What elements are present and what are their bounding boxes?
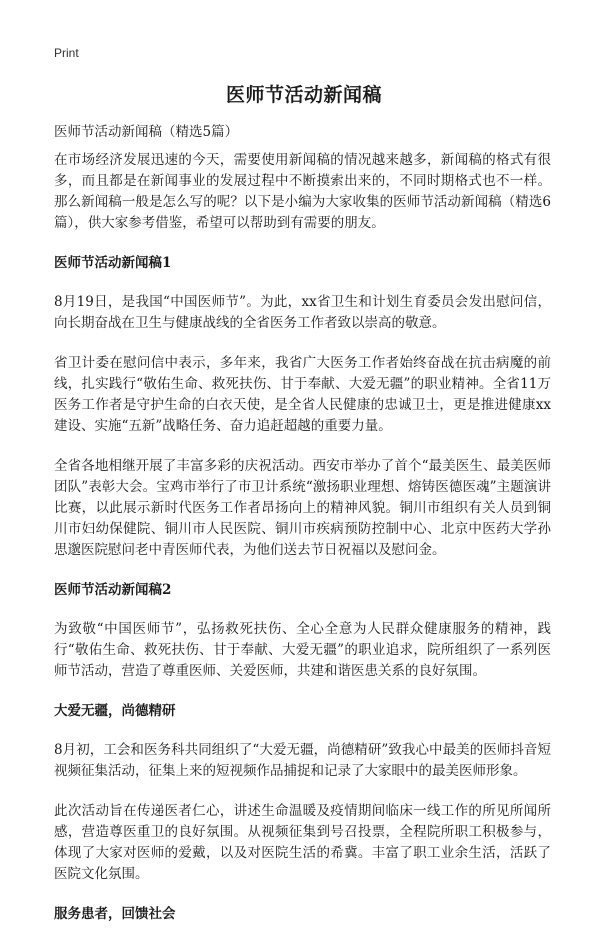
intro-paragraph: 在市场经济发展迅速的今天，需要使用新闻稿的情况越来越多，新闻稿的格式有很多，而且都是在新闻事业的发展过程中不断摸索出来的，不同时期格式也不一样。那么新闻稿一般是怎么写的呢？以下是小编为大家收集的医师节活动新闻稿（精选6篇），供大家参考借鉴，希望可以帮助到有需要的朋友。 bbox=[54, 152, 551, 231]
section-heading: 大爱无疆，尚德精研 bbox=[54, 703, 176, 719]
paragraph: 8月初，工会和医务科共同组织了“大爱无疆，尚德精研”致我心中最美的医师抖音短视频征集活动，征集上来的短视频作品捕捉和记录了大家眼中的最美医师形象。 bbox=[54, 742, 551, 779]
print-link[interactable]: Print bbox=[54, 46, 79, 60]
section-news-2 bbox=[54, 580, 551, 682]
section-heading: 医师节活动新闻稿1 bbox=[54, 255, 172, 271]
document-subtitle: 医师节活动新闻稿（精选5篇） bbox=[54, 124, 239, 140]
page-title: 医师节活动新闻稿 bbox=[225, 84, 382, 106]
article-body bbox=[54, 150, 551, 943]
section-heading: 医师节活动新闻稿2 bbox=[54, 582, 172, 598]
section-serve-patients bbox=[54, 904, 551, 924]
section-news-1 bbox=[54, 253, 551, 561]
paragraph: 8月19日，是我国“中国医师节”。为此，xx省卫生和计划生育委员会发出慰问信，向长期奋战在卫生与健康战线的全省医务工作者致以崇高的敬意。 bbox=[54, 294, 551, 331]
paragraph: 省卫计委在慰问信中表示，多年来，我省广大医务工作者始终奋战在抗击病魔的前线，扎实践行“敬佑生命、救死扶伤、甘于奉献、大爱无疆”的职业精神。全省11万医务工作者是守护生命的白衣天使，是全省人民健康的忠诚卫士，更是推进健康xx建设、实施“五新”战略任务、奋力追赶超越的重要力量。 bbox=[54, 355, 551, 434]
section-heading: 服务患者，回馈社会 bbox=[54, 906, 176, 922]
paragraph: 全省各地相继开展了丰富多彩的庆祝活动。西安市举办了首个“最美医生、最美医师团队”表彰大会。宝鸡市举行了市卫计系统“激扬职业理想、熔铸医德医魂”主题演讲比赛，以此展示新时代医务工作者昂扬向上的精神风貌。铜川市组织有关人员到铜川市妇幼保健院、铜川市人民医院、铜川市疾病预防控制中心、北京中医药大学孙思邈医院慰问老中青医师代表，为他们送去节日祝福以及慰问金。 bbox=[54, 458, 551, 558]
paragraph: 为致敬“中国医师节”，弘扬救死扶伤、全心全意为人民群众健康服务的精神，践行“敬佑生命、救死扶伤、甘于奉献、大爱无疆”的职业追求，院所组织了一系列医师节活动，营造了尊重医师、关爱医师，共建和谐医患关系的良好氛围。 bbox=[54, 621, 551, 679]
section-love-without-borders bbox=[54, 701, 551, 885]
paragraph: 此次活动旨在传递医者仁心，讲述生命温暖及疫情期间临床一线工作的所见所闻所感，营造尊医重卫的良好氛围。从视频征集到号召投票，全程院所职工积极参与，体现了大家对医师的爱戴，以及对医院生活的希冀。丰富了职工业余生活，活跃了医院文化氛围。 bbox=[54, 803, 551, 882]
